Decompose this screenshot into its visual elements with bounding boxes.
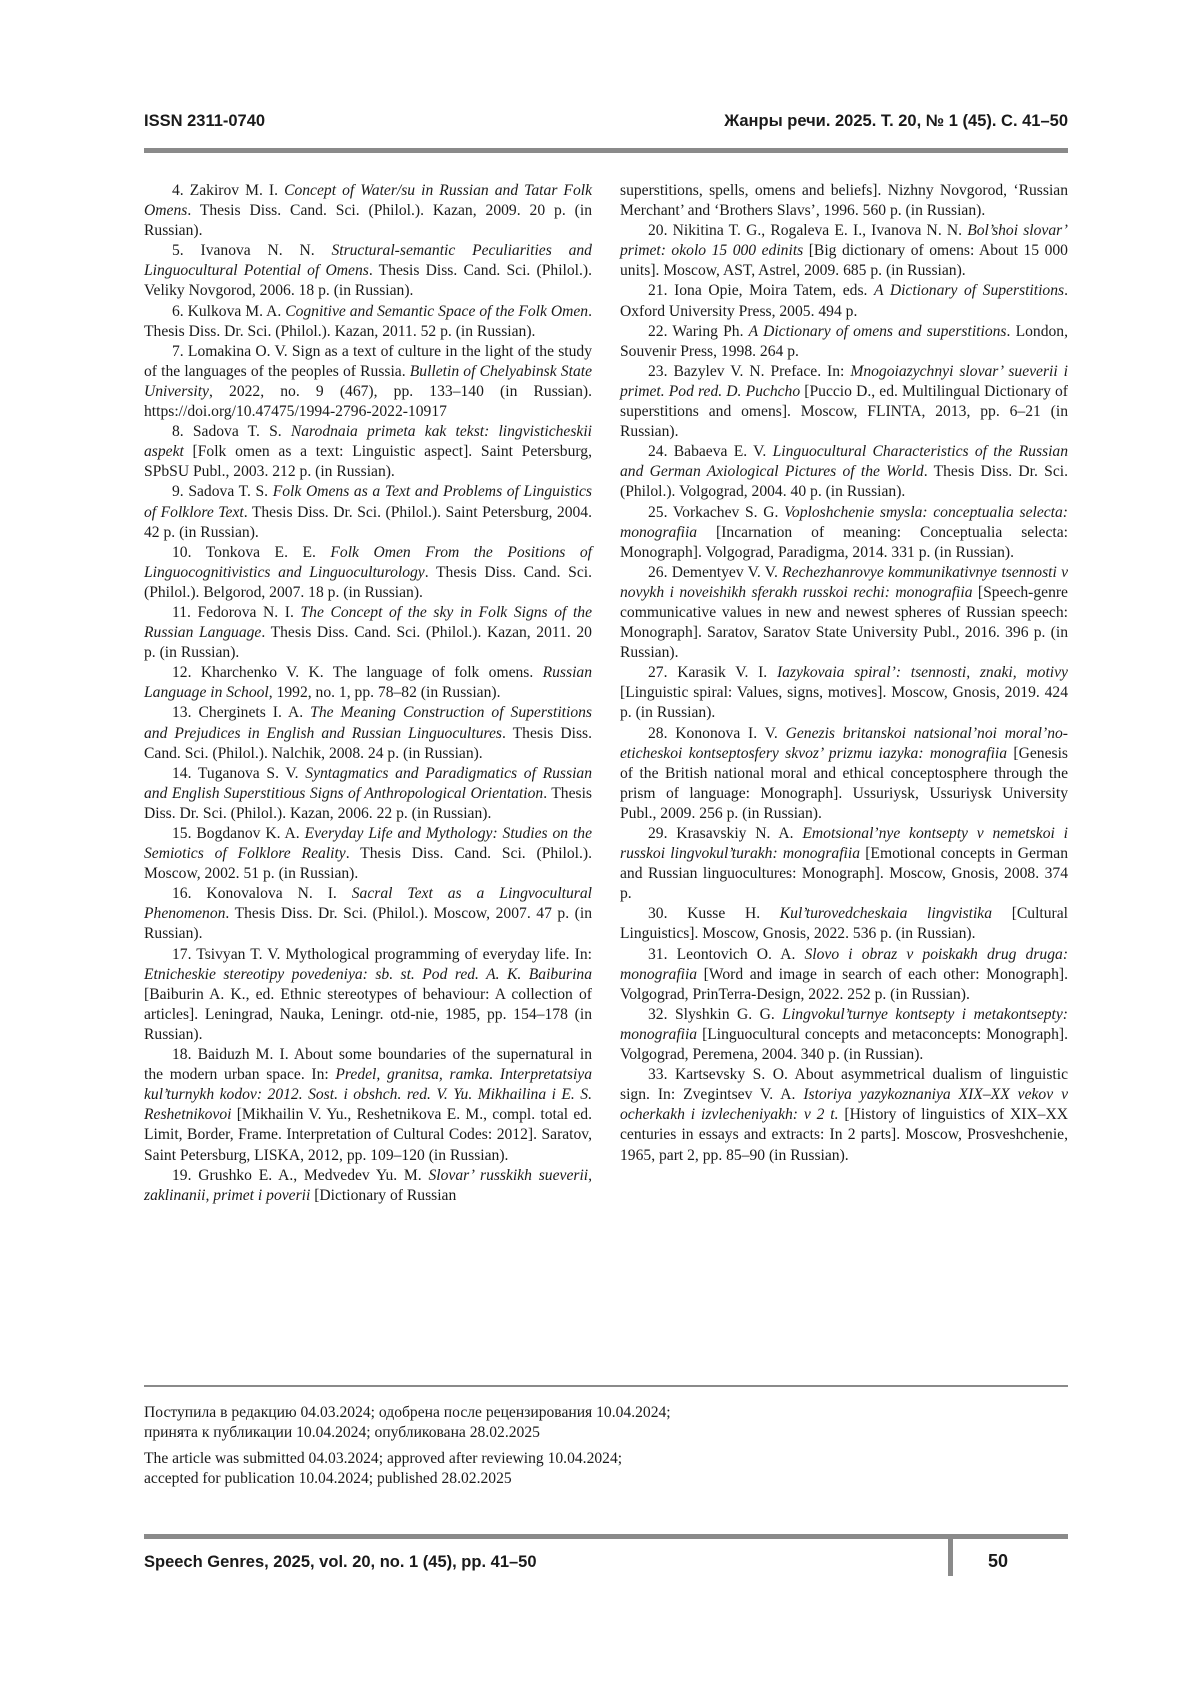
reference-details: . Thesis Diss. Dr. Sci. (Philol.). Kazan, 2006. 22 p. (in Russian). [144,784,592,822]
footer-citation: Speech Genres, 2025, vol. 20, no. 1 (45), pp. 41–50 [144,1553,537,1571]
reference-title: Lingvokul’turnye kontsepty i metakontsepty: monografiia [620,1005,1068,1043]
reference-entry [620,221,1068,281]
reference-details: [Linguistic spiral: Values, signs, motives]. Moscow, Gnosis, 2019. 424 p. (in Russian). [620,684,1068,722]
reference-text: 32. Slyshkin G. G. [648,1005,783,1023]
reference-text: 17. Tsivyan T. V. Mythological programming of everyday life. In: [172,945,592,963]
reference-title: Bulletin of Chelyabinsk State University [144,362,592,400]
reference-title: Emotsional’nye kontsepty v nemetskoi i russkoi lingvokul’turakh: monografiia [620,825,1068,863]
reference-details: . Thesis Diss. Cand. Sci. (Philol.). Kazan, 2009. 20 p. (in Russian). [144,202,592,240]
reference-details: [Emotional concepts in German and Russian linguocultures: Monograph]. Moscow, Gnosis, 2008. 374 p. [620,845,1068,903]
submission-en-line2: accepted for publication 10.04.2024; published 28.02.2025 [144,1470,512,1487]
reference-title: Concept of Water/su in Russian and Tatar Folk Omens [144,182,592,220]
submission-dates-ru [144,1403,904,1443]
reference-details: [Word and image in search of each other: Monograph]. Volgograd, PrinTerra-Design, 2022. 252 p. (in Russian). [620,965,1068,1003]
reference-title: A Dictionary of omens and superstitions [748,322,1007,340]
reference-text: 12. Kharchenko V. K. The language of folk omens. [172,664,543,682]
reference-title: Slovar’ russkikh sueverii, zaklinanii, primet i poverii [144,1166,593,1204]
reference-text: 4. Zakirov M. I. [172,182,285,199]
reference-entry [620,824,1068,904]
reference-title: Iazykovaia spiral’: tsennosti, znaki, motivy [776,664,1068,682]
reference-entry [144,241,592,301]
reference-text: 23. Bazylev V. N. Preface. In: [648,362,851,380]
reference-title: The Meaning Construction of Superstitions and Prejudices in English and Russian Linguocultures [144,704,592,742]
reference-title: Cognitive and Semantic Space of the Folk Omen [285,302,589,320]
reference-entry [144,1045,592,1166]
reference-title: Predel, granitsa, ramka. Interpretatsiya kul’turnykh kodov: 2012. Sost. i obshch. red. V. Yu. Mikhailina i E. S. Reshetnikovoi [144,1066,593,1124]
reference-entry [144,1166,592,1206]
reference-title: Mnogoiazychnyi slovar’ sueverii i primet. Pod red. D. Puchcho [620,362,1069,400]
reference-details: [Puccio D., ed. Multilingual Dictionary of superstitions and omens]. Moscow, FLINTA, 2013, pp. 6–21 (in Russian). [620,382,1068,441]
running-header [144,112,1068,142]
reference-entry [620,904,1068,944]
reference-text: 19. Grushko E. A., Medvedev Yu. M. [172,1166,429,1184]
reference-entry [144,543,592,603]
reference-title: Structural-semantic Peculiarities and Linguocultural Potential of Omens [144,242,592,280]
reference-details: [Folk omen as a text: Linguistic aspect]. Saint Petersburg, SPbSU Publ., 2003. 212 p. (in Russian). [144,443,592,481]
reference-title: The Concept of the sky in Folk Signs of the Russian Language [144,603,592,642]
reference-title: Voploshchenie smysla: conceptualia selecta: monografiia [620,503,1068,541]
reference-details: . Oxford University Press, 2005. 494 p. [620,282,1068,320]
reference-title: Folk Omens as a Text and Problems of Linguistics of Folklore Text [144,483,592,521]
reference-text: 30. Kusse H. [648,905,780,923]
reference-title: Narodnaia primeta kak tekst: lingvisticheskii aspekt [144,423,592,461]
reference-text: 6. Kulkova M. A. [172,302,286,320]
reference-details: . Thesis Diss. Dr. Sci. (Philol.). Saint Petersburg, 2004. 42 p. (in Russian). [144,503,592,541]
reference-title: Russian Language in School [144,664,592,702]
reference-details: [Genesis of the British national moral and ethical conceptosphere through the prism of language: Monograph]. Ussuriysk, Ussuriysk University Publ., 2009. 256 p. (in Russian). [620,744,1068,822]
reference-entry [620,442,1068,502]
reference-text: 10. Tonkova E. E. [172,543,331,561]
reference-entry [620,362,1068,442]
section-divider [144,1385,1068,1387]
reference-details: . Thesis Diss. Dr. Sci. (Philol.). Kazan, 2011. 52 p. (in Russian). [144,302,593,340]
reference-details: . Thesis Diss. Cand. Sci. (Philol.). Moscow, 2002. 51 p. (in Russian). [144,845,592,883]
reference-text: 5. Ivanova N. N. [172,242,332,260]
reference-details: . Thesis Diss. Cand. Sci. (Philol.). Veliky Novgorod, 2006. 18 p. (in Russian). [144,262,592,300]
reference-title: Slovo i obraz v poiskakh drug druga: monografiia [620,945,1069,983]
issn-label: ISSN 2311-0740 [144,112,266,130]
reference-text: 26. Dementyev V. V. [648,563,783,581]
page-number: 50 [988,1551,1009,1571]
reference-entry [620,281,1068,321]
reference-continuation: superstitions, spells, omens and beliefs]. Nizhny Novgorod, ‘Russian Merchant’ and ‘Brothers Slavs’, 1996. 560 p. (in Russian). [620,182,1068,220]
reference-details: [Mikhailin V. Yu., Reshetnikova E. M., compl. total ed. Limit, Border, Frame. Interpretation of Cultural Codes: 2012]. Saratov, Saint Petersburg, LISKA, 2012, pp. 109–120 (in Russian). [144,1106,592,1164]
reference-entry [144,422,592,482]
reference-details: [Baiburin A. K., ed. Ethnic stereotypes of behaviour: A collection of articles]. Leningrad, Nauka, Leningr. otd-nie, 1985, pp. 154–178 (in Russian). [144,985,592,1043]
reference-title: Rechezhanrovye kommunikativnye tsennosti v novykh i noveishikh sferakh russkoi rechi: monografiia [620,563,1068,601]
reference-details: [Linguocultural concepts and metaconcepts: Monograph]. Volgograd, Peremena, 2004. 340 p. (in Russian). [620,1025,1068,1064]
reference-entry [144,663,592,703]
reference-text: 15. Bogdanov K. A. [172,825,305,842]
reference-entry [144,342,592,422]
reference-title: Linguocultural Characteristics of the Russian and German Axiological Pictures of the World [620,443,1069,481]
references-left-column [144,181,592,1206]
header-rule [144,148,1068,153]
reference-entry [144,703,592,763]
submission-dates-en [144,1449,904,1489]
submission-dates [144,1403,904,1495]
journal-citation-header: Жанры речи. 2025. Т. 20, № 1 (45). С. 41–50 [724,112,1068,130]
reference-text: 33. Kartsevsky S. O. About asymmetrical dualism of linguistic sign. In: Zvegintsev V. A. [620,1066,1068,1104]
reference-details: . Thesis Diss. Cand. Sci. (Philol.). Belgorod, 2007. 18 p. (in Russian). [144,563,592,601]
references-right-column [620,181,1068,1166]
reference-entry [144,824,592,884]
reference-entry [620,663,1068,723]
submission-en-line1: The article was submitted 04.03.2024; approved after reviewing 10.04.2024; [144,1450,623,1467]
reference-text: 24. Babaeva E. V. [648,443,773,461]
reference-title: Syntagmatics and Paradigmatics of Russian and English Superstitious Signs of Anthropological Orientation [144,764,592,802]
reference-text: 13. Cherginets I. A. [172,704,311,722]
reference-entry [144,302,592,342]
reference-details: . Thesis Diss. Cand. Sci. (Philol.). Nalchik, 2008. 24 p. (in Russian). [144,724,592,762]
reference-details: . Thesis Diss. Cand. Sci. (Philol.). Kazan, 2011. 20 p. (in Russian). [144,624,592,662]
reference-entry [144,884,592,944]
reference-text: 16. Konovalova N. I. [172,885,352,903]
reference-title: Kul’turovedcheskaia lingvistika [779,905,993,923]
reference-details: [Speech-genre communicative values in new and newest spheres of Russian speech: Monograph]. Saratov, Saratov State University Publ., 2016. 396 p. (in Russian). [620,583,1068,662]
reference-details: [Incarnation of meaning: Conceptualia selecta: Monograph]. Volgograd, Paradigma, 2014. 331 p. (in Russian). [620,523,1068,561]
reference-text: 21. Iona Opie, Moira Tatem, eds. [648,282,874,300]
reference-text: 11. Fedorova N. I. [172,603,301,621]
reference-details: , 2022, no. 9 (467), pp. 133–140 (in Russian). https://doi.org/10.47475/1994-2796-2022-10917 [144,382,592,421]
reference-text: 14. Tuganova S. V. [172,764,306,782]
reference-title: Everyday Life and Mythology: Studies on the Semiotics of Folklore Reality [144,825,592,863]
reference-text: 18. Baiduzh M. I. About some boundaries of the supernatural in the modern urban space. In: [144,1046,592,1084]
reference-text: 29. Krasavskiy N. A. [648,825,803,842]
reference-text: 7. Lomakina O. V. Sign as a text of culture in the light of the study of the languages of the peoples of Russia. [144,342,592,380]
reference-entry [620,1005,1068,1065]
reference-title: Etnicheskie stereotipy povedeniya: sb. st. Pod red. A. K. Baiburina [144,965,592,983]
reference-title: Bol’shoi slovar’ primet: okolo 15 000 edinits [620,222,1068,260]
reference-details: [Big dictionary of omens: About 15 000 units]. Moscow, AST, Astrel, 2009. 685 p. (in Russian). [620,242,1068,280]
reference-details: , 1992, no. 1, pp. 78–82 (in Russian). [268,684,501,702]
reference-details: [Cultural Linguistics]. Moscow, Gnosis, 2022. 536 p. (in Russian). [620,905,1069,943]
reference-entry [620,945,1068,1005]
footer-separator [948,1534,953,1576]
reference-entry [144,181,592,241]
reference-entry [620,1065,1068,1165]
reference-title: Istoriya yazykoznaniya XIX–XX vekov v ocherkakh i izvlecheniyakh: v 2 t. [620,1086,1068,1124]
reference-entry [620,503,1068,563]
reference-text: 28. Kononova I. V. [648,724,786,742]
reference-details: . Thesis Diss. Dr. Sci. (Philol.). Moscow, 2007. 47 p. (in Russian). [144,905,592,943]
reference-title: A Dictionary of Superstitions [874,282,1065,300]
reference-title: Folk Omen From the Positions of Linguocognitivistics and Linguoculturology [144,543,592,581]
reference-entry [620,322,1068,362]
footer-rule [144,1534,1068,1539]
reference-text: 25. Vorkachev S. G. [648,503,785,521]
reference-entry [144,945,592,1045]
reference-details: . Thesis Diss. Dr. Sci. (Philol.). Volgograd, 2004. 40 p. (in Russian). [620,463,1068,501]
submission-ru-line2: принята к публикации 10.04.2024; опубликована 28.02.2025 [144,1424,540,1441]
reference-details: [Dictionary of Russian [310,1186,457,1204]
reference-text: 20. Nikitina T. G., Rogaleva E. I., Ivanova N. N. [648,222,968,240]
reference-entry [620,724,1068,824]
reference-entry [144,764,592,824]
reference-title: Sacral Text as a Lingvocultural Phenomenon [144,885,592,923]
reference-title: Genezis britanskoi natsional’noi moral’no-eticheskoi kontseptosfery skvoz’ prizmu iazyka: monografiia [620,724,1068,762]
reference-entry [144,603,592,663]
submission-ru-line1: Поступила в редакцию 04.03.2024; одобрена после рецензирования 10.04.2024; [144,1404,671,1421]
reference-text: 27. Karasik V. I. [648,664,777,682]
references-right-list [620,221,1068,1165]
reference-details: [History of linguistics of XIX–XX centuries in essays and extracts: In 2 parts]. Moscow, Prosveshchenie, 1965, part 2, pp. 85–90 (in Russian). [620,1106,1068,1164]
reference-entry [620,563,1068,663]
reference-text: 31. Leontovich O. A. [648,945,805,963]
reference-text: 9. Sadova T. S. [172,483,273,501]
reference-entry [144,482,592,542]
reference-text: 22. Waring Ph. [648,322,749,340]
reference-text: 8. Sadova T. S. [172,423,291,441]
reference-details: . London, Souvenir Press, 1998. 264 p. [620,322,1068,360]
